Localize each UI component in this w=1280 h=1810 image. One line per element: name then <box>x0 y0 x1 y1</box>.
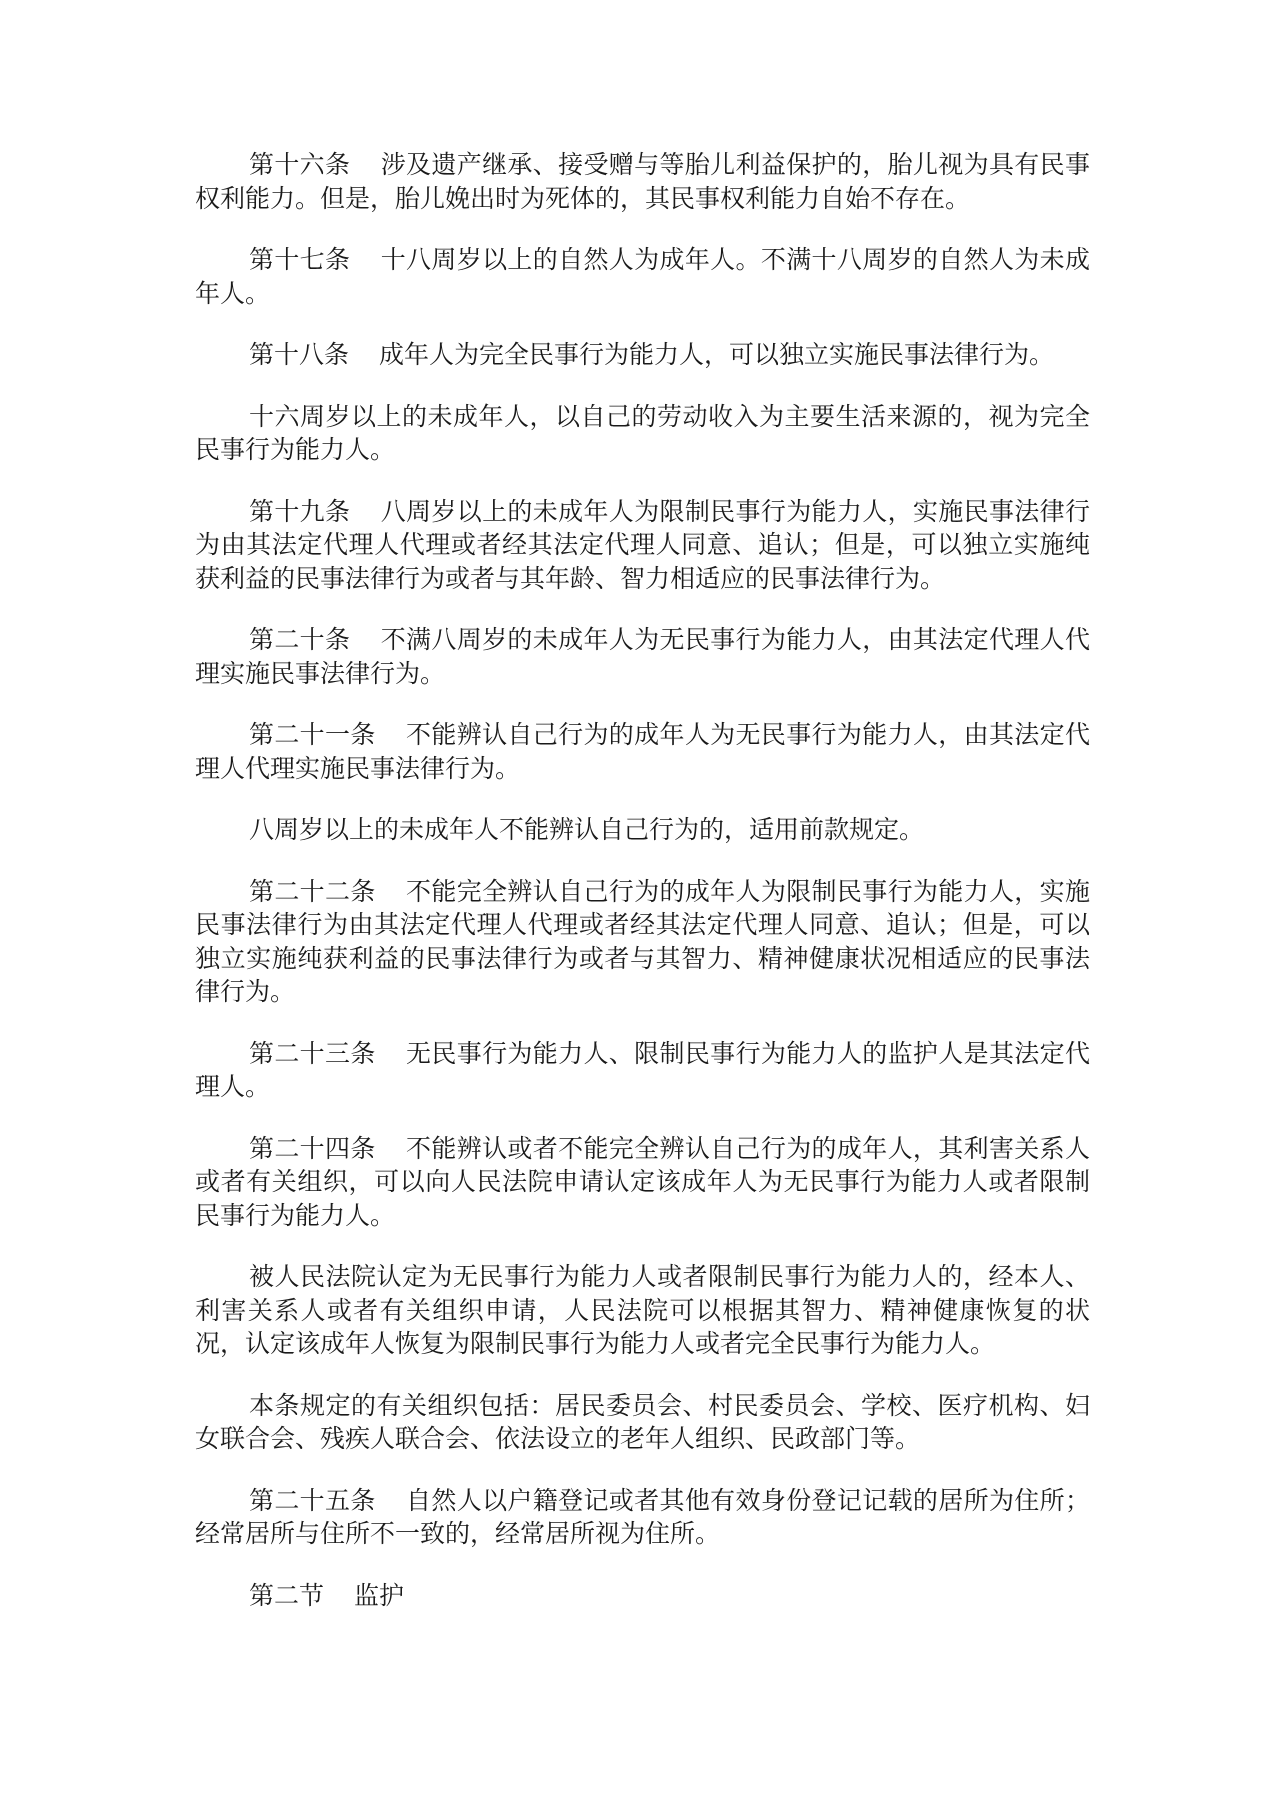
article-label: 第二十五条 <box>249 1485 376 1515</box>
article-label: 第十八条 <box>249 340 350 369</box>
article-17 <box>195 243 1090 310</box>
article-text: 涉及遗产继承、接受赠与等胎儿利益保护的，胎儿视为具有民事权利能力。但是，胎儿娩出时为死体的，其民事权利能力自始不存在。 <box>195 150 1090 213</box>
article-text: 自然人以户籍登记或者其他有效身份登记记载的居所为住所；经常居所与住所不一致的，经常居所视为住所。 <box>195 1485 1090 1548</box>
article-21-clause-2 <box>195 813 1090 847</box>
clause-text: 十六周岁以上的未成年人，以自己的劳动收入为主要生活来源的，视为完全民事行为能力人。 <box>195 401 1090 464</box>
article-23 <box>195 1037 1090 1104</box>
article-text: 不满八周岁的未成年人为无民事行为能力人，由其法定代理人代理实施民事法律行为。 <box>195 625 1090 688</box>
article-text: 八周岁以上的未成年人为限制民事行为能力人，实施民事法律行为由其法定代理人代理或者经其法定代理人同意、追认；但是，可以独立实施纯获利益的民事法律行为或者与其年龄、智力相适应的民事法律行为。 <box>195 496 1090 593</box>
article-18-clause-2 <box>195 400 1090 467</box>
article-19 <box>195 495 1090 596</box>
article-label: 第二十四条 <box>249 1133 376 1163</box>
section-title: 监护 <box>354 1580 405 1610</box>
article-label: 第十九条 <box>249 496 351 526</box>
document-page <box>195 148 1090 1640</box>
article-label: 第二十一条 <box>249 720 376 749</box>
clause-text: 八周岁以上的未成年人不能辨认自己行为的，适用前款规定。 <box>249 815 925 844</box>
article-20 <box>195 623 1090 690</box>
article-16 <box>195 148 1090 215</box>
article-18 <box>195 338 1090 372</box>
article-text: 十八周岁以上的自然人为成年人。不满十八周岁的自然人为未成年人。 <box>195 245 1090 308</box>
article-21 <box>195 718 1090 785</box>
article-text: 不能完全辨认自己行为的成年人为限制民事行为能力人，实施民事法律行为由其法定代理人代理或者经其法定代理人同意、追认；但是，可以独立实施纯获利益的民事法律行为或者与其智力、精神健康状况相适应的民事法律行为。 <box>195 876 1090 1006</box>
article-text: 无民事行为能力人、限制民事行为能力人的监护人是其法定代理人。 <box>195 1038 1090 1101</box>
article-text: 不能辨认自己行为的成年人为无民事行为能力人，由其法定代理人代理实施民事法律行为。 <box>195 720 1090 783</box>
clause-text: 被人民法院认定为无民事行为能力人或者限制民事行为能力人的，经本人、利害关系人或者有关组织申请，人民法院可以根据其智力、精神健康恢复的状况，认定该成年人恢复为限制民事行为能力人或者完全民事行为能力人。 <box>195 1262 1090 1358</box>
article-label: 第十六条 <box>249 150 351 179</box>
article-24-clause-2 <box>195 1260 1090 1361</box>
article-24 <box>195 1132 1090 1233</box>
article-24-clause-3 <box>195 1389 1090 1456</box>
section-heading <box>195 1579 1090 1613</box>
article-label: 第二十条 <box>249 625 351 654</box>
section-label: 第二节 <box>249 1580 325 1610</box>
article-text: 不能辨认或者不能完全辨认自己行为的成年人，其利害关系人或者有关组织，可以向人民法院申请认定该成年人为无民事行为能力人或者限制民事行为能力人。 <box>195 1133 1090 1230</box>
article-label: 第二十三条 <box>249 1038 376 1068</box>
article-22 <box>195 875 1090 1009</box>
article-text: 成年人为完全民事行为能力人，可以独立实施民事法律行为。 <box>379 340 1055 369</box>
article-label: 第十七条 <box>249 245 351 274</box>
clause-text: 本条规定的有关组织包括：居民委员会、村民委员会、学校、医疗机构、妇女联合会、残疾人联合会、依法设立的老年人组织、民政部门等。 <box>195 1390 1090 1453</box>
article-label: 第二十二条 <box>249 876 376 906</box>
article-25 <box>195 1484 1090 1551</box>
